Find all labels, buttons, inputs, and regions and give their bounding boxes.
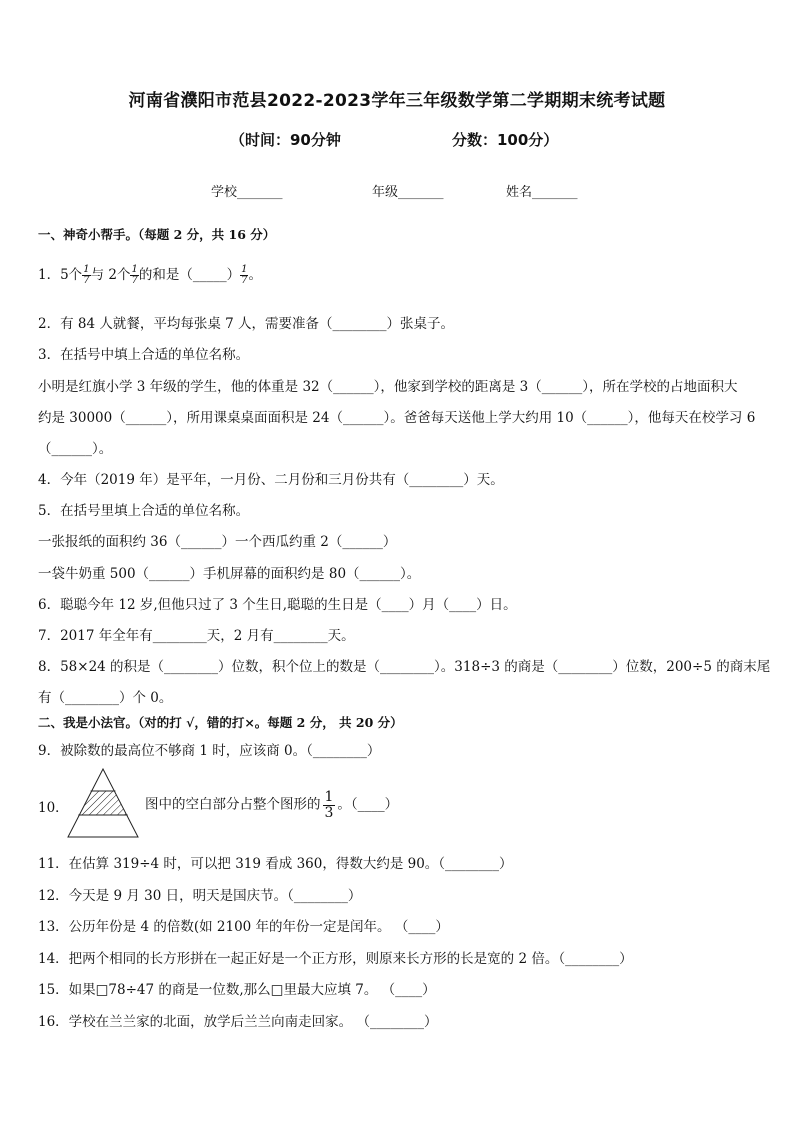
question-13: 13．公历年份是 4 的倍数(如 2100 年的年份一定是闰年。 （____）: [38, 919, 449, 935]
q1-text-d: 。: [248, 267, 262, 283]
section-1-heading: 一、神奇小帮手。（每题 2 分，共 16 分）: [38, 227, 276, 242]
question-5-line-2: 一袋牛奶重 500（______）手机屏幕的面积约是 80（______）。: [38, 566, 421, 582]
question-10-number: 10．: [38, 800, 69, 816]
page-title: 河南省濮阳市范县2022-2023学年三年级数学第二学期期末统考试题: [128, 91, 666, 111]
question-3-line-1: 小明是红旗小学 3 年级的学生，他的体重是 32（______），他家到学校的距离是 3（______），所在学校的占地面积大: [38, 379, 738, 395]
shaded-band: [68, 769, 138, 837]
question-3: 3．在括号中填上合适的单位名称。: [38, 347, 250, 363]
question-12: 12．今天是 9 月 30 日，明天是国庆节。（________）: [38, 888, 362, 904]
question-5: 5．在括号里填上合适的单位名称。: [38, 503, 250, 519]
fraction-denominator: 3: [324, 804, 334, 821]
q1-text-c: 的和是（_____）: [138, 267, 241, 283]
question-3-line-2: 约是 30000（______），所用课桌桌面面积是 24（______）。爸爸每天送他上学大约用 10（______），他每天在校学习 6: [38, 410, 756, 426]
fraction-numerator: 1: [324, 789, 334, 805]
question-3-line-3: （______）。: [38, 441, 113, 457]
question-8-line-2: 有（________）个 0。: [38, 690, 173, 706]
q1-text-b: 与 2个: [90, 267, 131, 283]
question-14: 14．把两个相同的长方形拼在一起正好是一个正方形，则原来长方形的长是宽的 2 倍。（________）: [38, 951, 633, 967]
time-limit: （时间：90分钟: [230, 131, 341, 149]
q1-text-a: 1．5个: [38, 267, 83, 283]
question-7: 7．2017 年全年有________天，2 月有________天。: [38, 628, 355, 644]
question-8-line-1: 8．58×24 的积是（________）位数，积个位上的数是（________）。318÷3 的商是（________）位数，200÷5 的商末尾: [38, 659, 771, 675]
question-11: 11．在估算 319÷4 时，可以把 319 看成 360，得数大约是 90。（________）: [38, 856, 513, 872]
section-2-heading: 二、我是小法官。（对的打 √，错的打×。每题 2 分， 共 20 分）: [38, 715, 403, 730]
fraction-denominator: 7: [241, 275, 248, 286]
question-9: 9．被除数的最高位不够商 1 时，应该商 0。（________）: [38, 743, 381, 759]
q10-tail: 。（____）: [337, 796, 399, 813]
fraction-numerator: 1: [83, 264, 90, 275]
q10-text: 图中的空白部分占整个图形的: [145, 796, 321, 813]
fraction-numerator: 1: [241, 264, 248, 275]
fraction-one-third: [323, 790, 336, 820]
fraction-denominator: 7: [83, 275, 90, 286]
question-1: [38, 263, 758, 286]
fraction-numerator: 1: [131, 264, 138, 275]
grade-field[interactable]: 年级_______: [372, 185, 444, 200]
fraction-denominator: 7: [131, 275, 138, 286]
school-field[interactable]: 学校_______: [211, 185, 283, 200]
score-total: 分数：100分）: [452, 131, 559, 149]
question-6: 6．聪聪今年 12 岁,但他只过了 3 个生日,聪聪的生日是（____）月（____）日。: [38, 597, 517, 613]
triangle-figure: [66, 767, 140, 839]
name-field[interactable]: 姓名_______: [506, 185, 578, 200]
fraction-1: [82, 265, 90, 286]
question-5-line-1: 一张报纸的面积约 36（______）一个西瓜约重 2（______）: [38, 534, 397, 550]
question-15: 15．如果□78÷47 的商是一位数,那么□里最大应填 7。 （____）: [38, 982, 436, 998]
fraction-2: [130, 265, 138, 286]
question-10: [145, 790, 745, 820]
question-2: 2．有 84 人就餐，平均每张桌 7 人，需要准备（________）张桌子。: [38, 316, 455, 332]
question-4: 4．今年（2019 年）是平年，一月份、二月份和三月份共有（________）天。: [38, 472, 504, 488]
question-16: 16．学校在兰兰家的北面，放学后兰兰向南走回家。 （________）: [38, 1014, 438, 1030]
